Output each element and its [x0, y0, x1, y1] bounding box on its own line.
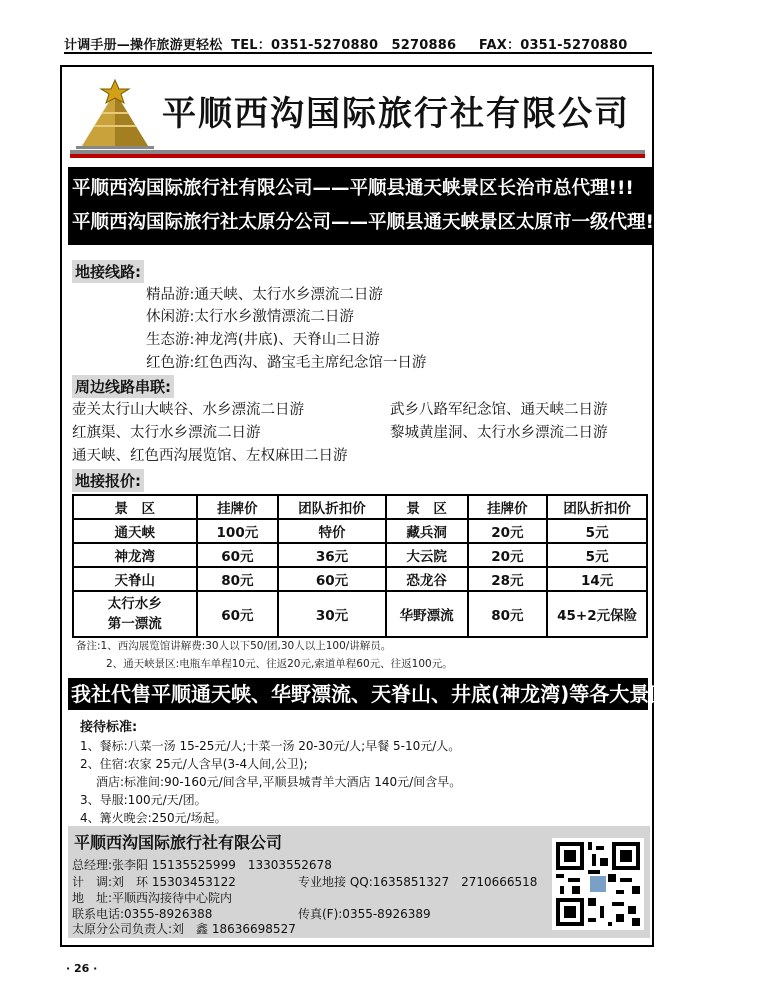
column-header: 团队折扣价 — [278, 495, 386, 519]
price-title: 地接报价: — [72, 469, 144, 492]
banner-line-1: 平顺西沟国际旅行社有限公司——平顺县通天峡景区长治市总代理!!! — [72, 178, 634, 199]
contact-address: 地 址:平顺西沟接待中心院内 — [72, 891, 233, 905]
nearby-item: 黎城黄崖洞、太行水乡漂流二日游 — [390, 425, 608, 441]
contact-dispatcher: 计 调:刘 环 15303453122 — [72, 875, 236, 889]
contact-phone: 联系电话:0355-8926388 — [72, 907, 213, 921]
column-header: 挂牌价 — [468, 495, 548, 519]
table-cell: 20元 — [468, 543, 548, 567]
contact-title: 平顺西沟国际旅行社有限公司 — [74, 833, 283, 852]
table-cell: 5元 — [547, 519, 647, 543]
table-cell: 60元 — [278, 567, 386, 591]
contact-taiyuan: 太原分公司负责人:刘 鑫 18636698527 — [72, 922, 296, 936]
column-header: 景 区 — [386, 495, 468, 519]
note-line: 备注:1、西沟展览馆讲解费:30人以下50/团,30人以上100/讲解员。 — [76, 640, 392, 652]
table-cell: 通天峡 — [73, 519, 197, 543]
table-cell: 20元 — [468, 519, 548, 543]
route-item: 休闲游:太行水乡激情漂流二日游 — [146, 309, 354, 325]
nearby-item: 红旗渠、太行水乡漂流二日游 — [72, 425, 261, 441]
table-header-row — [73, 495, 647, 519]
banner-line-2: 平顺西沟国际旅行社太原分公司——平顺县通天峡景区太原市一级代理!!! — [72, 212, 671, 233]
table-cell: 天脊山 — [73, 567, 197, 591]
nearby-item: 壶关太行山大峡谷、水乡漂流二日游 — [72, 402, 304, 418]
column-header: 团队折扣价 — [547, 495, 647, 519]
divider-red — [70, 154, 645, 158]
header-slogan: 计调手册—操作旅游更轻松 — [64, 38, 223, 53]
standard-item: 4、篝火晚会:250元/场起。 — [80, 811, 227, 825]
routes-title: 地接线路: — [72, 260, 144, 283]
table-row — [73, 567, 647, 591]
qr-code-icon[interactable] — [552, 838, 644, 930]
ticket-banner: 我社代售平顺通天峡、华野漂流、天脊山、井底(神龙湾)等各大景区折扣门票! — [68, 678, 648, 710]
table-cell: 5元 — [547, 543, 647, 567]
company-title: 平顺西沟国际旅行社有限公司 — [162, 94, 630, 134]
price-table — [72, 494, 648, 638]
table-cell: 80元 — [197, 567, 279, 591]
header-tel: TEL：0351-5270880 5270886 — [231, 38, 457, 53]
contact-manager: 总经理:张李阳 15135525999 13303552678 — [72, 858, 332, 872]
table-cell: 60元 — [197, 543, 279, 567]
route-item: 生态游:神龙湾(井底)、天脊山二日游 — [146, 332, 380, 348]
standard-item: 1、餐标:八菜一汤 15-25元/人;十菜一汤 20-30元/人;早餐 5-10元/人。 — [80, 739, 461, 753]
route-item: 红色游:红色西沟、潞宝毛主席纪念馆一日游 — [146, 355, 427, 371]
agency-banner — [68, 167, 671, 245]
running-header — [64, 34, 652, 54]
standards-title: 接待标准: — [80, 720, 138, 735]
table-cell: 大云院 — [386, 543, 468, 567]
table-cell: 太行水乡 第一漂流 — [73, 591, 197, 637]
table-row — [73, 543, 647, 567]
header-fax: FAX：0351-5270880 — [478, 38, 628, 53]
pyramid-logo-icon — [72, 80, 158, 150]
nearby-title: 周边线路串联: — [72, 375, 174, 398]
table-cell: 60元 — [197, 591, 279, 637]
column-header: 景 区 — [73, 495, 197, 519]
table-cell: 14元 — [547, 567, 647, 591]
table-cell: 华野漂流 — [386, 591, 468, 637]
table-cell: 恐龙谷 — [386, 567, 468, 591]
standard-item: 酒店:标准间:90-160元/间含早,平顺县城青羊大酒店 140元/间含早。 — [96, 775, 462, 789]
contact-qq: 专业地接 QQ:1635851327 2710666518 — [298, 875, 538, 889]
table-cell: 特价 — [278, 519, 386, 543]
table-row — [73, 591, 647, 637]
nearby-item: 武乡八路军纪念馆、通天峡二日游 — [390, 402, 608, 418]
table-cell: 28元 — [468, 567, 548, 591]
table-cell: 45+2元保险 — [547, 591, 647, 637]
table-cell: 100元 — [197, 519, 279, 543]
nearby-item: 通天峡、红色西沟展览馆、左权麻田二日游 — [72, 448, 348, 464]
table-cell: 36元 — [278, 543, 386, 567]
table-cell: 神龙湾 — [73, 543, 197, 567]
note-line: 2、通天峡景区:电瓶车单程10元、往返20元,索道单程60元、往返100元。 — [106, 658, 453, 670]
table-cell: 藏兵洞 — [386, 519, 468, 543]
page-number: · 26 · — [66, 962, 98, 975]
header-rule — [64, 52, 652, 54]
column-header: 挂牌价 — [197, 495, 279, 519]
table-cell: 30元 — [278, 591, 386, 637]
standard-item: 2、住宿:农家 25元/人含早(3-4人间,公卫); — [80, 757, 308, 771]
table-cell: 80元 — [468, 591, 548, 637]
route-item: 精品游:通天峡、太行水乡漂流二日游 — [146, 287, 383, 303]
table-row — [73, 519, 647, 543]
standard-item: 3、导服:100元/天/团。 — [80, 793, 207, 807]
contact-fax: 传真(F):0355-8926389 — [298, 907, 431, 921]
